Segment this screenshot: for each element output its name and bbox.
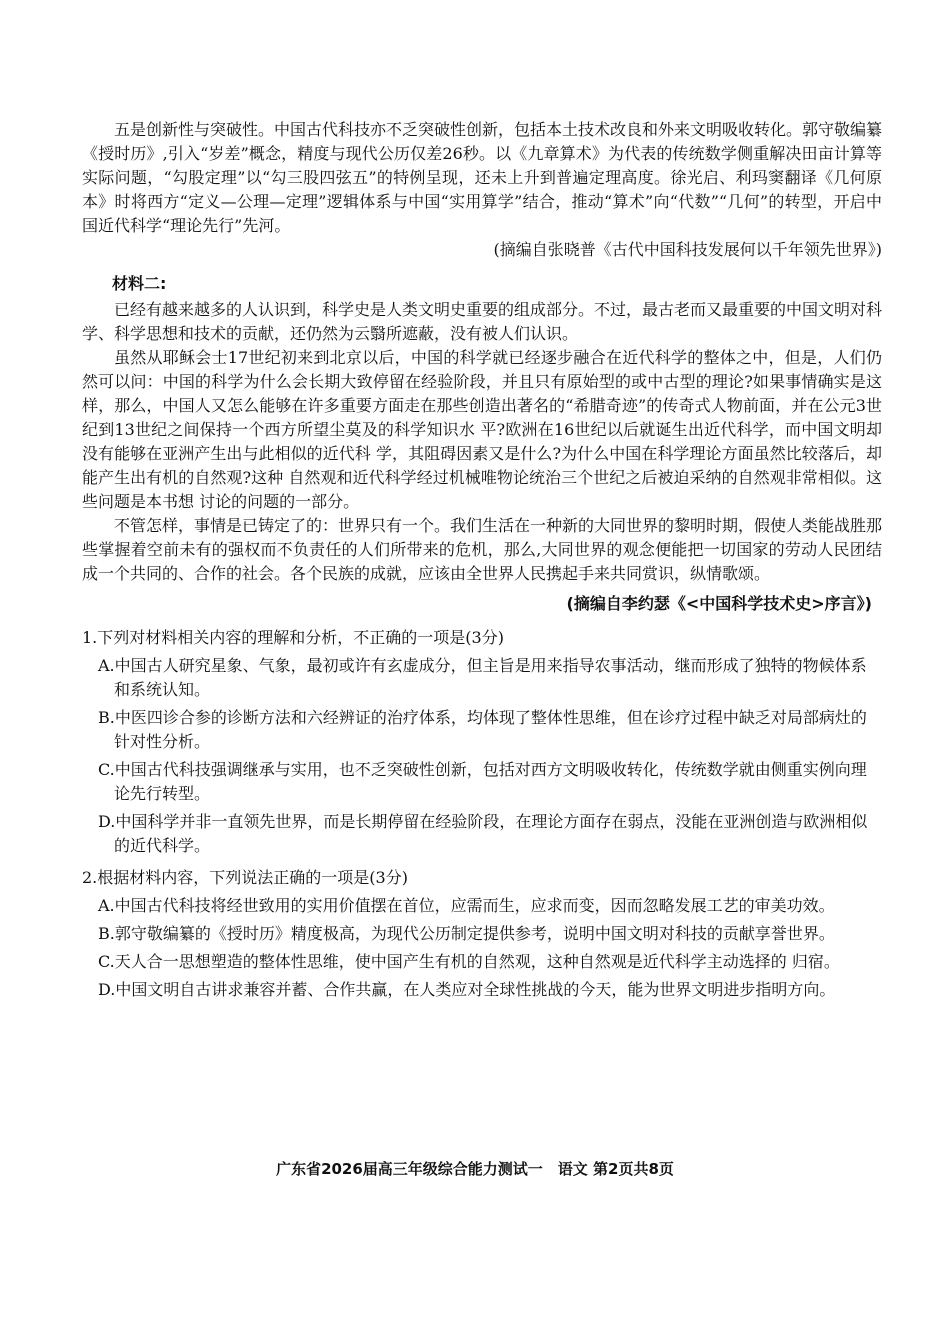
question-2-option-d: D.中国文明自古讲求兼容并蓄、合作共赢，在人类应对全球性挑战的今天，能为世界文明进步指明方向。 bbox=[98, 980, 836, 999]
material2-heading: 材料二: bbox=[112, 274, 167, 293]
material1-source: (摘编自张晓普《古代中国科技发展何以千年领先世界》) bbox=[493, 240, 882, 259]
page-footer: 广东省2026届高三年级综合能力测试一 语文 第2页共8页 bbox=[276, 1160, 674, 1178]
question-1-option-a: A.中国古人研究星象、气象，最初或许有玄虚成分，但主旨是用来指导农事活动，继而形成了独特的物候体系和系统认知。 bbox=[98, 656, 867, 699]
material2-paragraph-2: 虽然从耶稣会士17世纪初来到北京以后，中国的科学就已经逐步融合在近代科学的整体之中，但是，人们仍然可以问：中国的科学为什么会长期大致停留在经验阶段，并且只有原始型的或中古型的理论?如果事情确实是这样，那么，中国人又怎么能够在许多重要方面走在那些创造出著名的“希腊奇迹”的传奇式人物前面，并在公元3世纪到13世纪之间保持一个西方所望尘莫及的科学知识水 平?欧洲在16世纪以后就诞生出近代科学，而中国文明却没有能够在亚洲产生出与此相似的近代科 学，其阻碍因素又是什么?为什么中国在科学理论方面虽然比较落后，却能产生出有机的自然观?这种 自然观和近代科学经过机械唯物论统治三个世纪之后被迫采纳的自然观非常相似。这些问题是本书想 讨论的问题的一部分。 bbox=[82, 348, 882, 511]
question-1 bbox=[82, 626, 882, 858]
exam-page bbox=[82, 118, 882, 1002]
question-2-option-c: C.天人合一思想塑造的整体性思维，使中国产生有机的自然观，这种自然观是近代科学主动选择的 归宿。 bbox=[98, 952, 840, 971]
material1-paragraph: 五是创新性与突破性。中国古代科技亦不乏突破性创新，包括本土技术改良和外来文明吸收转化。郭守敬编纂《授时历》,引入“岁差”概念，精度与现代公历仅差26秒。以《九章算术》为代表的传统数学侧重解决田亩计算等实际问题，“勾股定理”以“勾三股四弦五”的特例呈现，还未上升到普遍定理高度。徐光启、利玛窦翻译《几何原本》时将西方“定义—公理—定理”逻辑体系与中国“实用算学”结合，推动“算术”向“代数”“几何”的转型，开启中国近代科学“理论先行”先河。 bbox=[82, 120, 883, 235]
question-1-option-b: B.中医四诊合参的诊断方法和六经辨证的治疗体系，均体现了整体性思维，但在诊疗过程中缺乏对局部病灶的针对性分析。 bbox=[98, 708, 867, 751]
question-2-option-b: B.郭守敬编纂的《授时历》精度极高，为现代公历制定提供参考，说明中国文明对科技的贡献享誉世界。 bbox=[98, 924, 835, 943]
material2-source: (摘编自李约瑟《<中国科学技术史>序言》) bbox=[566, 594, 872, 613]
question-1-option-c: C.中国古代科技强调继承与实用，也不乏突破性创新，包括对西方文明吸收转化，传统数学就由侧重实例向理论先行转型。 bbox=[98, 760, 867, 803]
material2-paragraph-3: 不管怎样，事情是已铸定了的：世界只有一个。我们生活在一种新的大同世界的黎明时期，假使人类能战胜那些掌握着空前未有的强权而不负责任的人们所带来的危机，那么,大同世界的观念便能把一切国家的劳动人民团结成一个共同的、合作的社会。各个民族的成就，应该由全世界人民携起手来共同赏识，纵情歌颂。 bbox=[82, 516, 883, 583]
question-2-stem: 2.根据材料内容，下列说法正确的一项是(3分) bbox=[82, 868, 408, 887]
question-1-stem: 1.下列对材料相关内容的理解和分析，不正确的一项是(3分) bbox=[82, 628, 504, 647]
question-2 bbox=[82, 866, 882, 1002]
question-1-option-d: D.中国科学并非一直领先世界，而是长期停留在经验阶段，在理论方面存在弱点，没能在亚洲创造与欧洲相似的近代科学。 bbox=[98, 812, 868, 855]
question-2-option-a: A.中国古代科技将经世致用的实用价值摆在首位，应需而生，应求而变，因而忽略发展工艺的审美功效。 bbox=[98, 896, 835, 915]
material2-paragraph-1: 已经有越来越多的人认识到，科学史是人类文明史重要的组成部分。不过，最古老而又最重要的中国文明对科学、科学思想和技术的贡献，还仍然为云翳所遮蔽，没有被人们认识。 bbox=[82, 300, 883, 343]
